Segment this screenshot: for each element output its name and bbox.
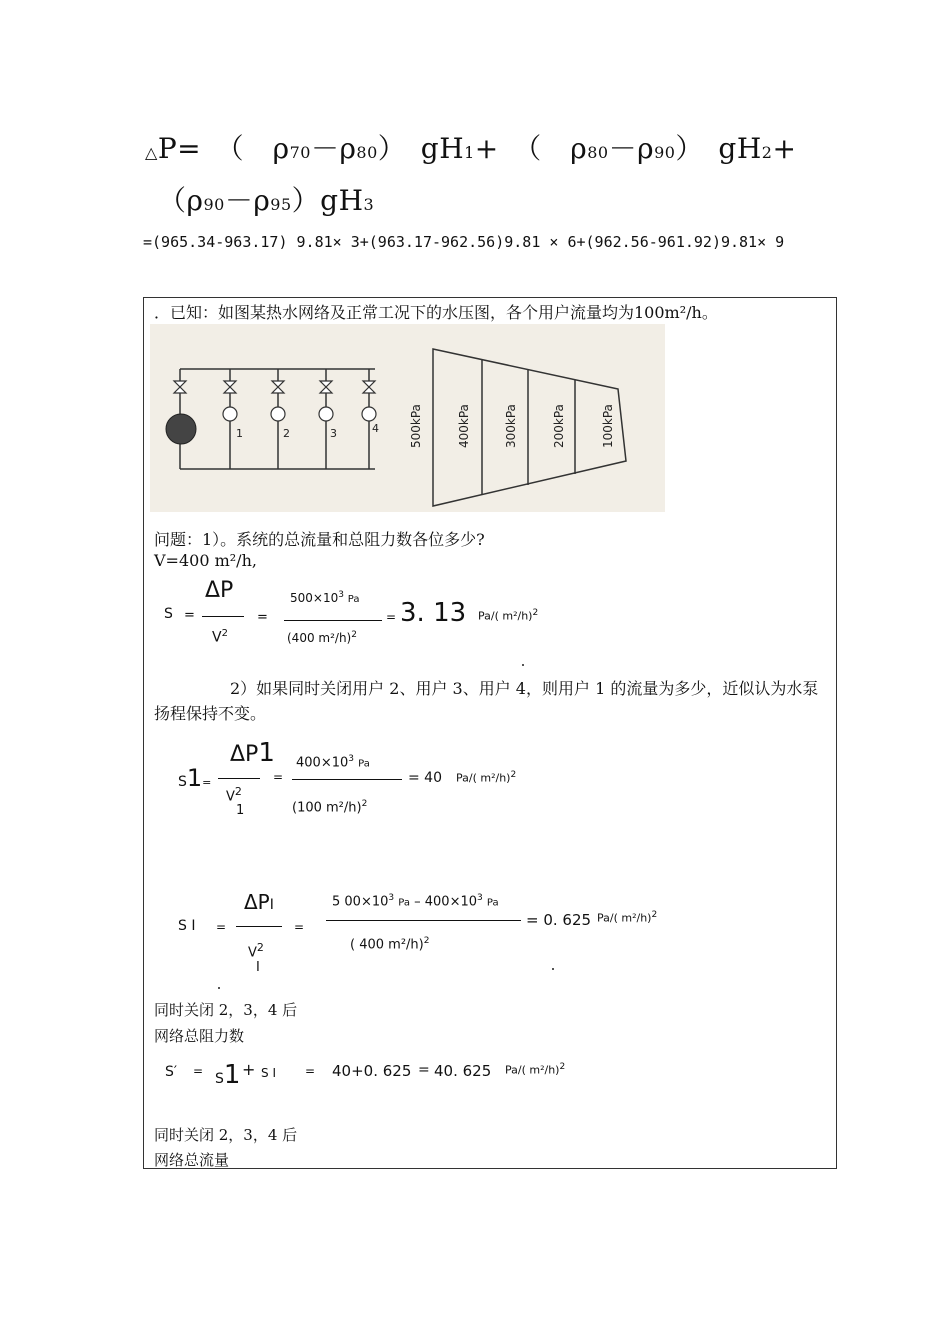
user-label-4: 4 xyxy=(372,422,379,435)
user-label-3: 3 xyxy=(330,427,337,440)
eq-s-equals: = xyxy=(184,608,195,623)
eq-sprime-equals-2: = xyxy=(305,1064,316,1078)
stray-mark xyxy=(522,664,524,666)
question-1: 问题：1）。系统的总流量和总阻力数各位多少? xyxy=(154,530,485,549)
total-resistance-label: 网络总阻力数 xyxy=(154,1027,245,1045)
user-label-1: 1 xyxy=(236,427,243,440)
eq-si-fraction-bar xyxy=(236,926,282,927)
meter-icon xyxy=(223,407,237,421)
after-close-note-1: 同时关闭 2，3，4 后 xyxy=(154,1001,298,1019)
user-label-2: 2 xyxy=(283,427,290,440)
eq-sprime-equals-3: = xyxy=(418,1062,430,1078)
eq-si-lhs: S I xyxy=(178,918,196,934)
eq-s1-num2: $400\times 10^3$ Pa xyxy=(296,754,370,771)
eq-si-numerator: ΔPI xyxy=(244,890,274,914)
stray-mark xyxy=(552,968,554,970)
eq-s1-fraction-bar-2 xyxy=(292,779,402,780)
stray-mark xyxy=(218,987,220,989)
eq-s-equals-2: = xyxy=(257,610,268,625)
eq-si-denominator: $V^2$ I xyxy=(248,941,264,976)
pressure-label-500: 500kPa xyxy=(409,404,423,448)
eq-s-fraction-bar xyxy=(202,616,244,617)
pressure-label-400: 400kPa xyxy=(457,404,471,448)
pressure-label-200: 200kPa xyxy=(552,404,566,448)
eq-s-denominator: $V^2$ xyxy=(212,628,228,646)
eq-s1-den2: (100 m²/h)$^2$ xyxy=(292,799,368,816)
eq-s1-equals: = xyxy=(273,770,284,784)
eq-sprime-term1: S1 xyxy=(215,1060,241,1090)
network-figure xyxy=(150,324,665,512)
eq-s-num2: $500\times 10^3$ Pa xyxy=(290,590,360,605)
eq-s1-denominator: $V^2$ 1 xyxy=(226,785,245,819)
eq-si-result: = 0. 625 xyxy=(526,911,592,929)
meter-icon xyxy=(271,407,285,421)
pressure-equation-line-2: （ρ90－ρ95）gH3 xyxy=(158,184,375,217)
flow-value: V=400 m²/h, xyxy=(154,551,257,570)
question-2: 2）如果同时关闭用户 2、用户 3、用户 4，则用户 1 的流量为多少，近似认为水泵扬程保持不变。 xyxy=(154,679,819,723)
eq-s1-lhs: S1= xyxy=(178,764,212,792)
eq-sprime-term2: S I xyxy=(261,1066,276,1080)
meter-icon xyxy=(319,407,333,421)
pressure-equation-line-1: △P= （ ρ70－ρ80） gH1+ （ ρ80－ρ90） gH2+ xyxy=(145,132,797,165)
pressure-label-100: 100kPa xyxy=(601,404,615,448)
eq-s1-unit: Pa/( m²/h)$^2$ xyxy=(456,770,517,785)
eq-s-den2: (400 m²/h)$^2$ xyxy=(287,630,357,645)
after-close-note-2: 同时关闭 2，3，4 后 xyxy=(154,1126,298,1144)
eq-sprime-unit: Pa/( m²/h)$^2$ xyxy=(505,1062,566,1077)
eq-s-equals-3: = xyxy=(386,610,397,624)
pump-icon xyxy=(166,414,196,444)
total-flow-label: 网络总流量 xyxy=(154,1151,230,1169)
eq-sprime-result: 40. 625 xyxy=(434,1062,492,1080)
meter-icon xyxy=(362,407,376,421)
eq-sprime-plus: + xyxy=(242,1060,256,1079)
pressure-calculation: =(965.34-963.17) 9.81× 3+(963.17-962.56)9.81 × 6+(962.56-961.92)9.81× 9 xyxy=(143,233,785,251)
eq-s-numerator: ΔP xyxy=(205,578,234,603)
eq-s-fraction-bar-2 xyxy=(284,620,382,621)
eq-si-equals-2: = xyxy=(294,920,305,934)
eq-s1-numerator: ΔP1 xyxy=(230,738,275,768)
eq-si-num2: 5 $00\times 10^3$ $Pa - 400\times 10^3$ Pa xyxy=(332,893,499,910)
problem-intro: ．已知：如图某热水网络及正常工况下的水压图，各个用户流量均为100m²/h。 xyxy=(154,303,718,322)
eq-si-unit: Pa/( m²/h)$^2$ xyxy=(597,910,658,925)
eq-sprime-sum: 40+0. 625 xyxy=(332,1062,412,1080)
eq-si-den2: ( 400 m²/h)$^2$ xyxy=(350,936,430,953)
eq-s-lhs: S xyxy=(164,606,173,622)
eq-si-equals: = xyxy=(216,920,227,934)
pressure-label-300: 300kPa xyxy=(504,404,518,448)
eq-s-unit: Pa/( m²/h)$^2$ xyxy=(478,608,539,623)
eq-sprime-lhs: S′ xyxy=(165,1064,178,1080)
eq-s1-result: = 40 xyxy=(408,770,442,786)
eq-s1-fraction-bar xyxy=(218,778,260,779)
eq-si-fraction-bar-2 xyxy=(326,920,521,921)
eq-sprime-equals: = xyxy=(193,1064,204,1078)
eq-s-result: 3. 13 xyxy=(400,598,467,628)
